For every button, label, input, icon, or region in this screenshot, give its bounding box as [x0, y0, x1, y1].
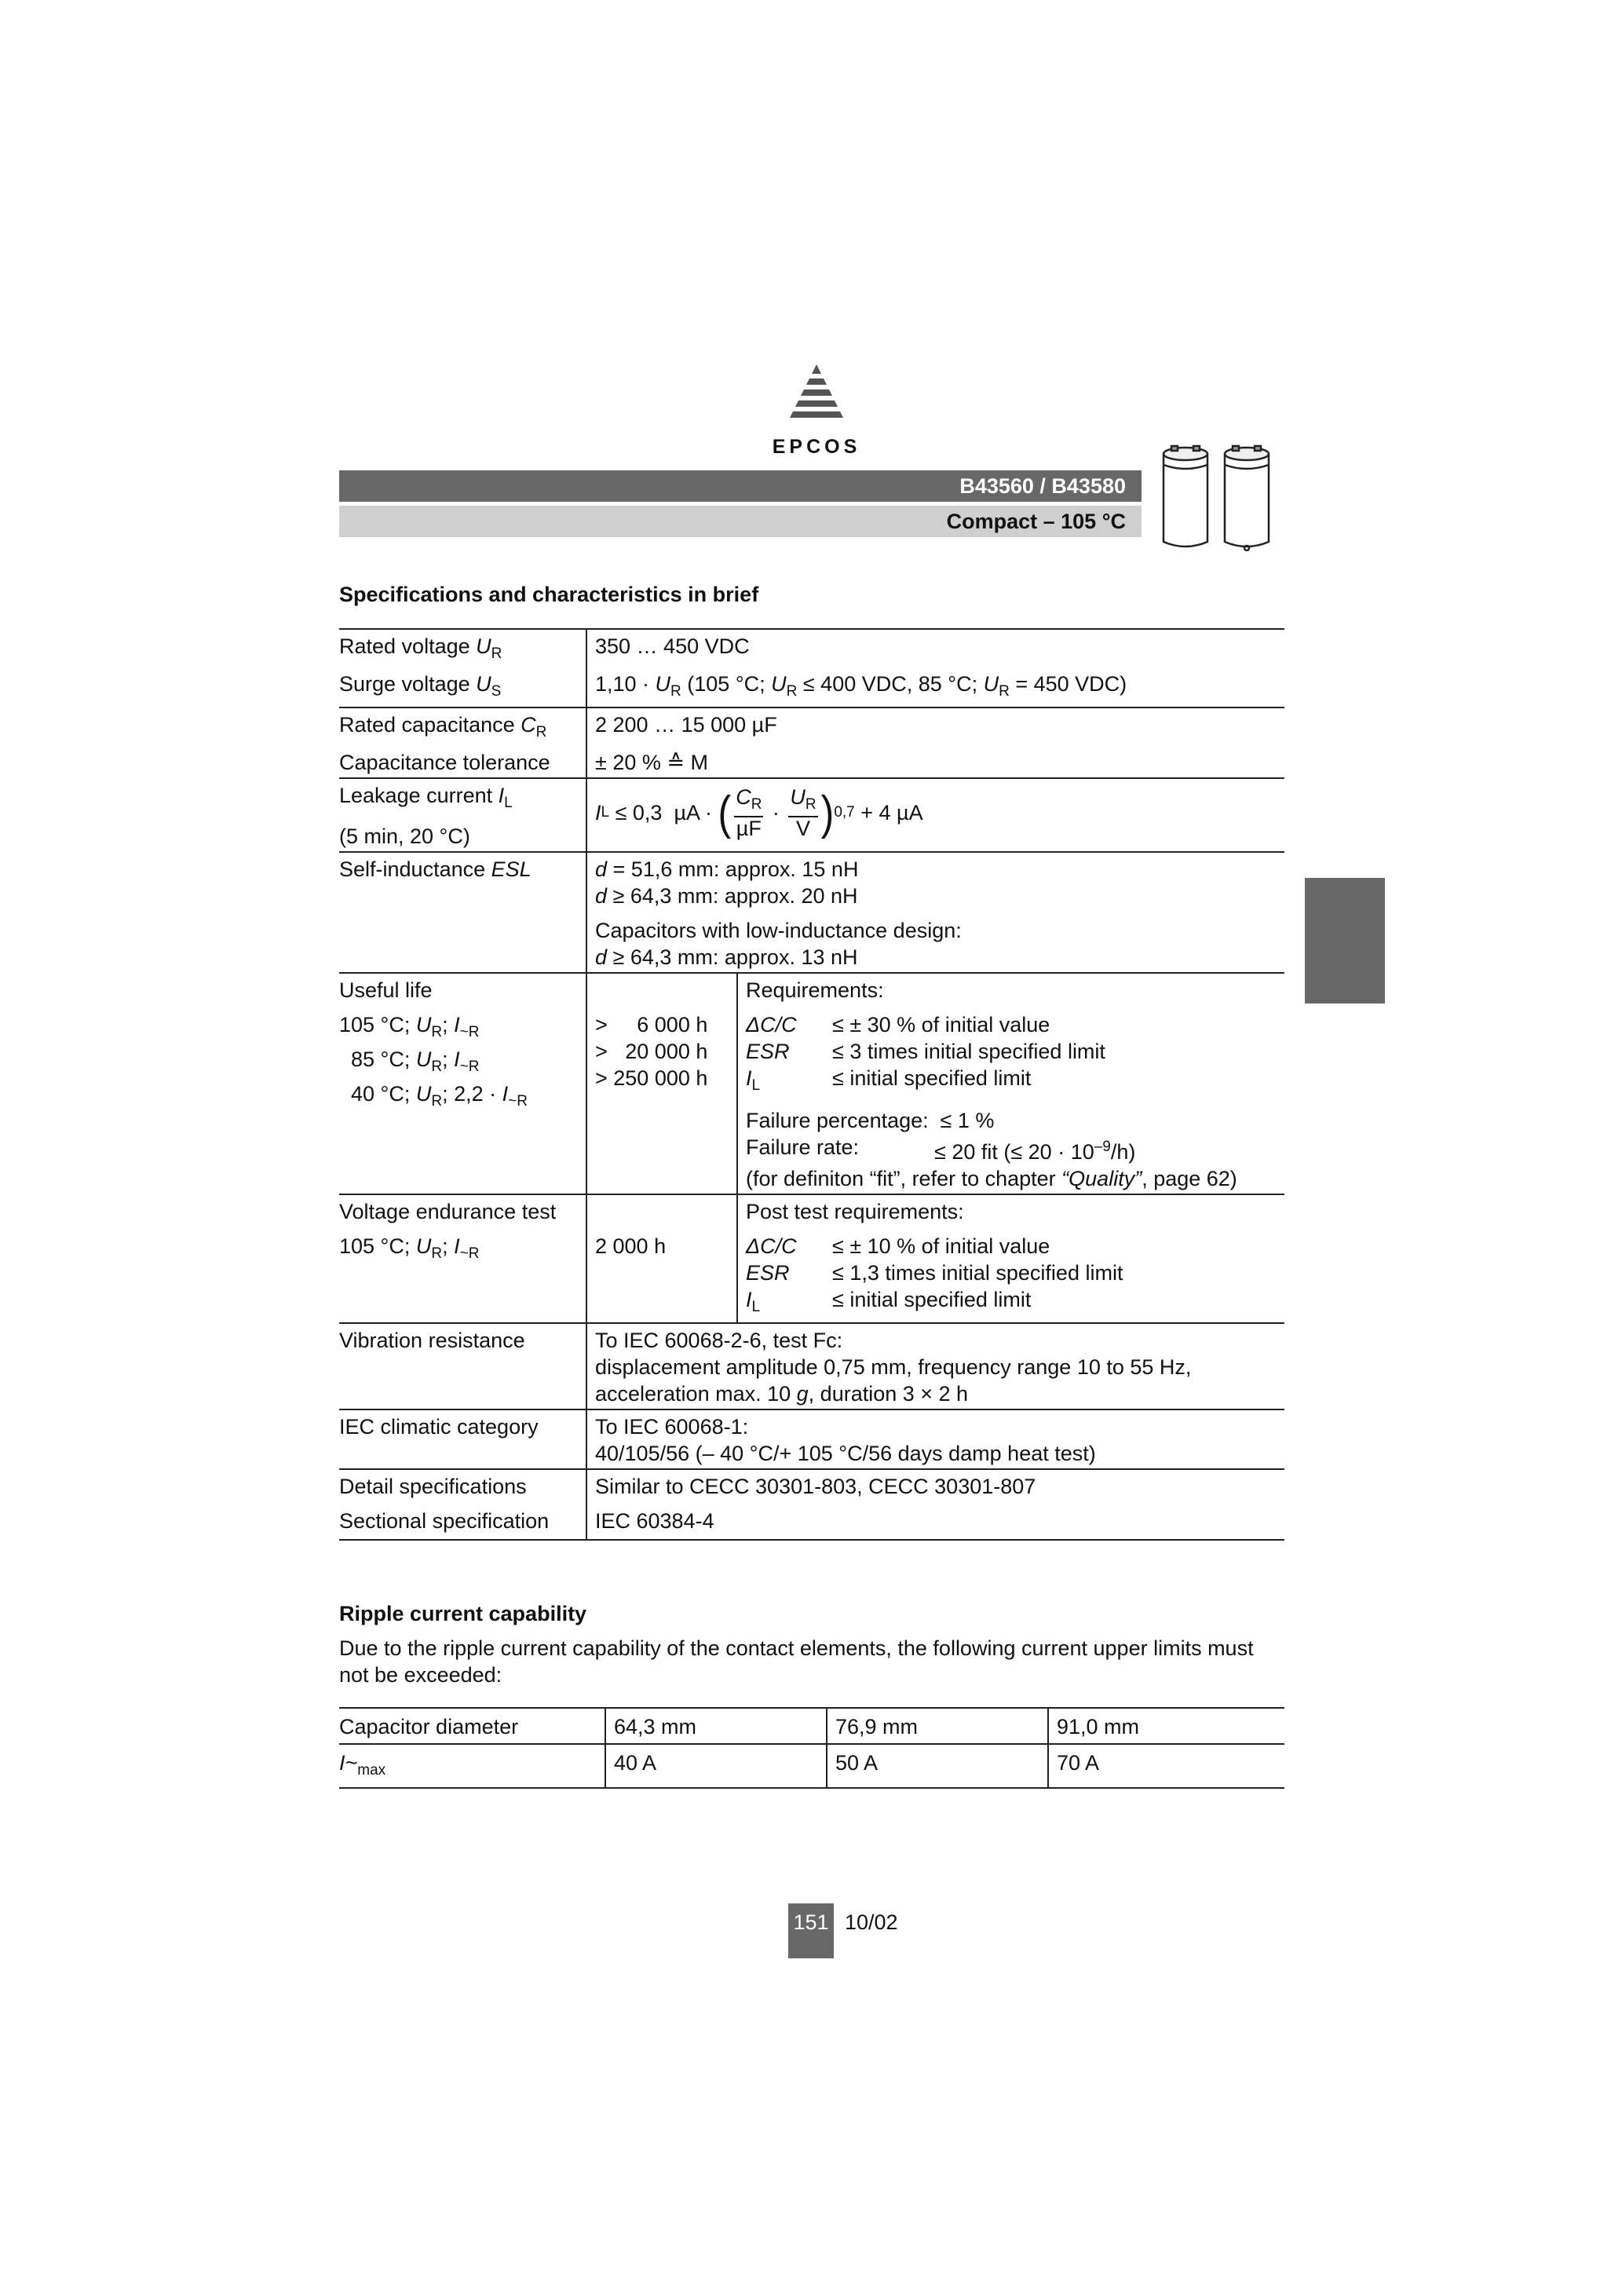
- ripple-intro: Due to the ripple current capability of the contact elements, the following current upper limits must not be exceeded:: [339, 1636, 1254, 1687]
- spec-row-rated-capacitance: Rated capacitance $C_R$ 2 200 … 15 000 µF: [339, 707, 1284, 748]
- leakage-formula: I L ≤ 0,3 µA · ( $\frac{C_R}{\text{µF}}$ · $\frac{U_R}{V}$ ) 0,7 + 4 µA: [595, 785, 923, 840]
- spec-row-capacitance-tolerance: Capacitance tolerance ± 20 % ≙ M: [339, 748, 1284, 778]
- chapter-side-tab: [1305, 878, 1385, 1004]
- spec-row-leakage-current: Leakage current $I_L$ (5 min, 20 °C) I L ≤ 0,3 µA · ( $\frac{C_R}{\text{µF}}$ · $\frac{U_R}{V}$ ) 0,7 + 4 µA: [339, 778, 1284, 852]
- capacitor-illustration: [1160, 441, 1302, 551]
- series-title: B43560 / B43580: [959, 474, 1126, 498]
- ripple-table: [339, 1707, 1284, 1789]
- spec-row-useful-life: Useful life 105 °C; $U_R$; $I_{\sim R}$ 85 °C; $U_R$; $I_{\sim R}$ 40 °C; $U_R$; $2,2 \cdot I_{\sim R}$ > 6 000 h > 20 000 h > 250 000 h Requirements: ΔC/C ≤ ± 30 % of initial value ESR ≤ 3 times initial specified limit $I_L$ ≤ initial specified limit Failure percentage: ≤ 1 % Failure rate: ≤ 20 fit (≤ $20 \cdot 10^{-9}/h$) (for definiton “fit”, refer to chapter “Quality”, page 62): [339, 973, 1284, 1194]
- subtitle-bar: [339, 506, 1142, 537]
- ripple-header-row: Capacitor diameter 64,3 mm 76,9 mm 91,0 mm: [339, 1708, 1284, 1744]
- ripple-section-title: Ripple current capability: [339, 1602, 587, 1625]
- spec-row-climatic: IEC climatic category To IEC 60068-1: 40/105/56 (– 40 °C/+ 105 °C/56 days damp heat test): [339, 1409, 1284, 1469]
- spec-row-rated-voltage: Rated voltage $U_R$ 350 … 450 VDC: [339, 629, 1284, 669]
- spec-section-title: Specifications and characteristics in brief: [339, 583, 759, 606]
- series-subtitle: Compact – 105 °C: [946, 510, 1126, 533]
- spec-row-detail: Detail specifications Similar to CECC 30301-803, CECC 30301-807: [339, 1469, 1284, 1501]
- spec-row-surge-voltage: Surge voltage $U_S$ $1,10 \cdot U_R$ (105 °C; $U_R \le 400$ VDC, 85 °C; $U_R = 450$ VDC): [339, 669, 1284, 707]
- epcos-logo-icon: [785, 363, 848, 426]
- epcos-logo: [754, 363, 879, 459]
- page-date: 10/02: [845, 1910, 898, 1934]
- page-number: 151: [788, 1903, 834, 1958]
- spec-row-voltage-endurance: Voltage endurance test 105 °C; $U_R$; $I_{\sim R}$ 2 000 h Post test requirements: ΔC/C ≤ ± 10 % of initial value ESR ≤ 1,3 times initial specified limit $I_L$ ≤ initial specified limit: [339, 1194, 1284, 1323]
- spec-row-vibration: Vibration resistance To IEC 60068-2-6, test Fc: displacement amplitude 0,75 mm, frequency range 10 to 55 Hz, acceleration max. 10 g, duration 3 × 2 h: [339, 1323, 1284, 1409]
- ripple-current-row: $I\sim_{max}$ 40 A 50 A 70 A: [339, 1744, 1284, 1788]
- spec-row-self-inductance: Self-inductance ESL d = 51,6 mm: approx. 15 nH d ≥ 64,3 mm: approx. 20 nH Capacitors with low-inductance design: d ≥ 64,3 mm: approx. 13 nH: [339, 852, 1284, 973]
- brand-name: EPCOS: [772, 436, 861, 458]
- spec-table: [339, 628, 1284, 1541]
- series-bar: [339, 470, 1142, 502]
- spec-row-sectional: Sectional specification IEC 60384-4: [339, 1501, 1284, 1540]
